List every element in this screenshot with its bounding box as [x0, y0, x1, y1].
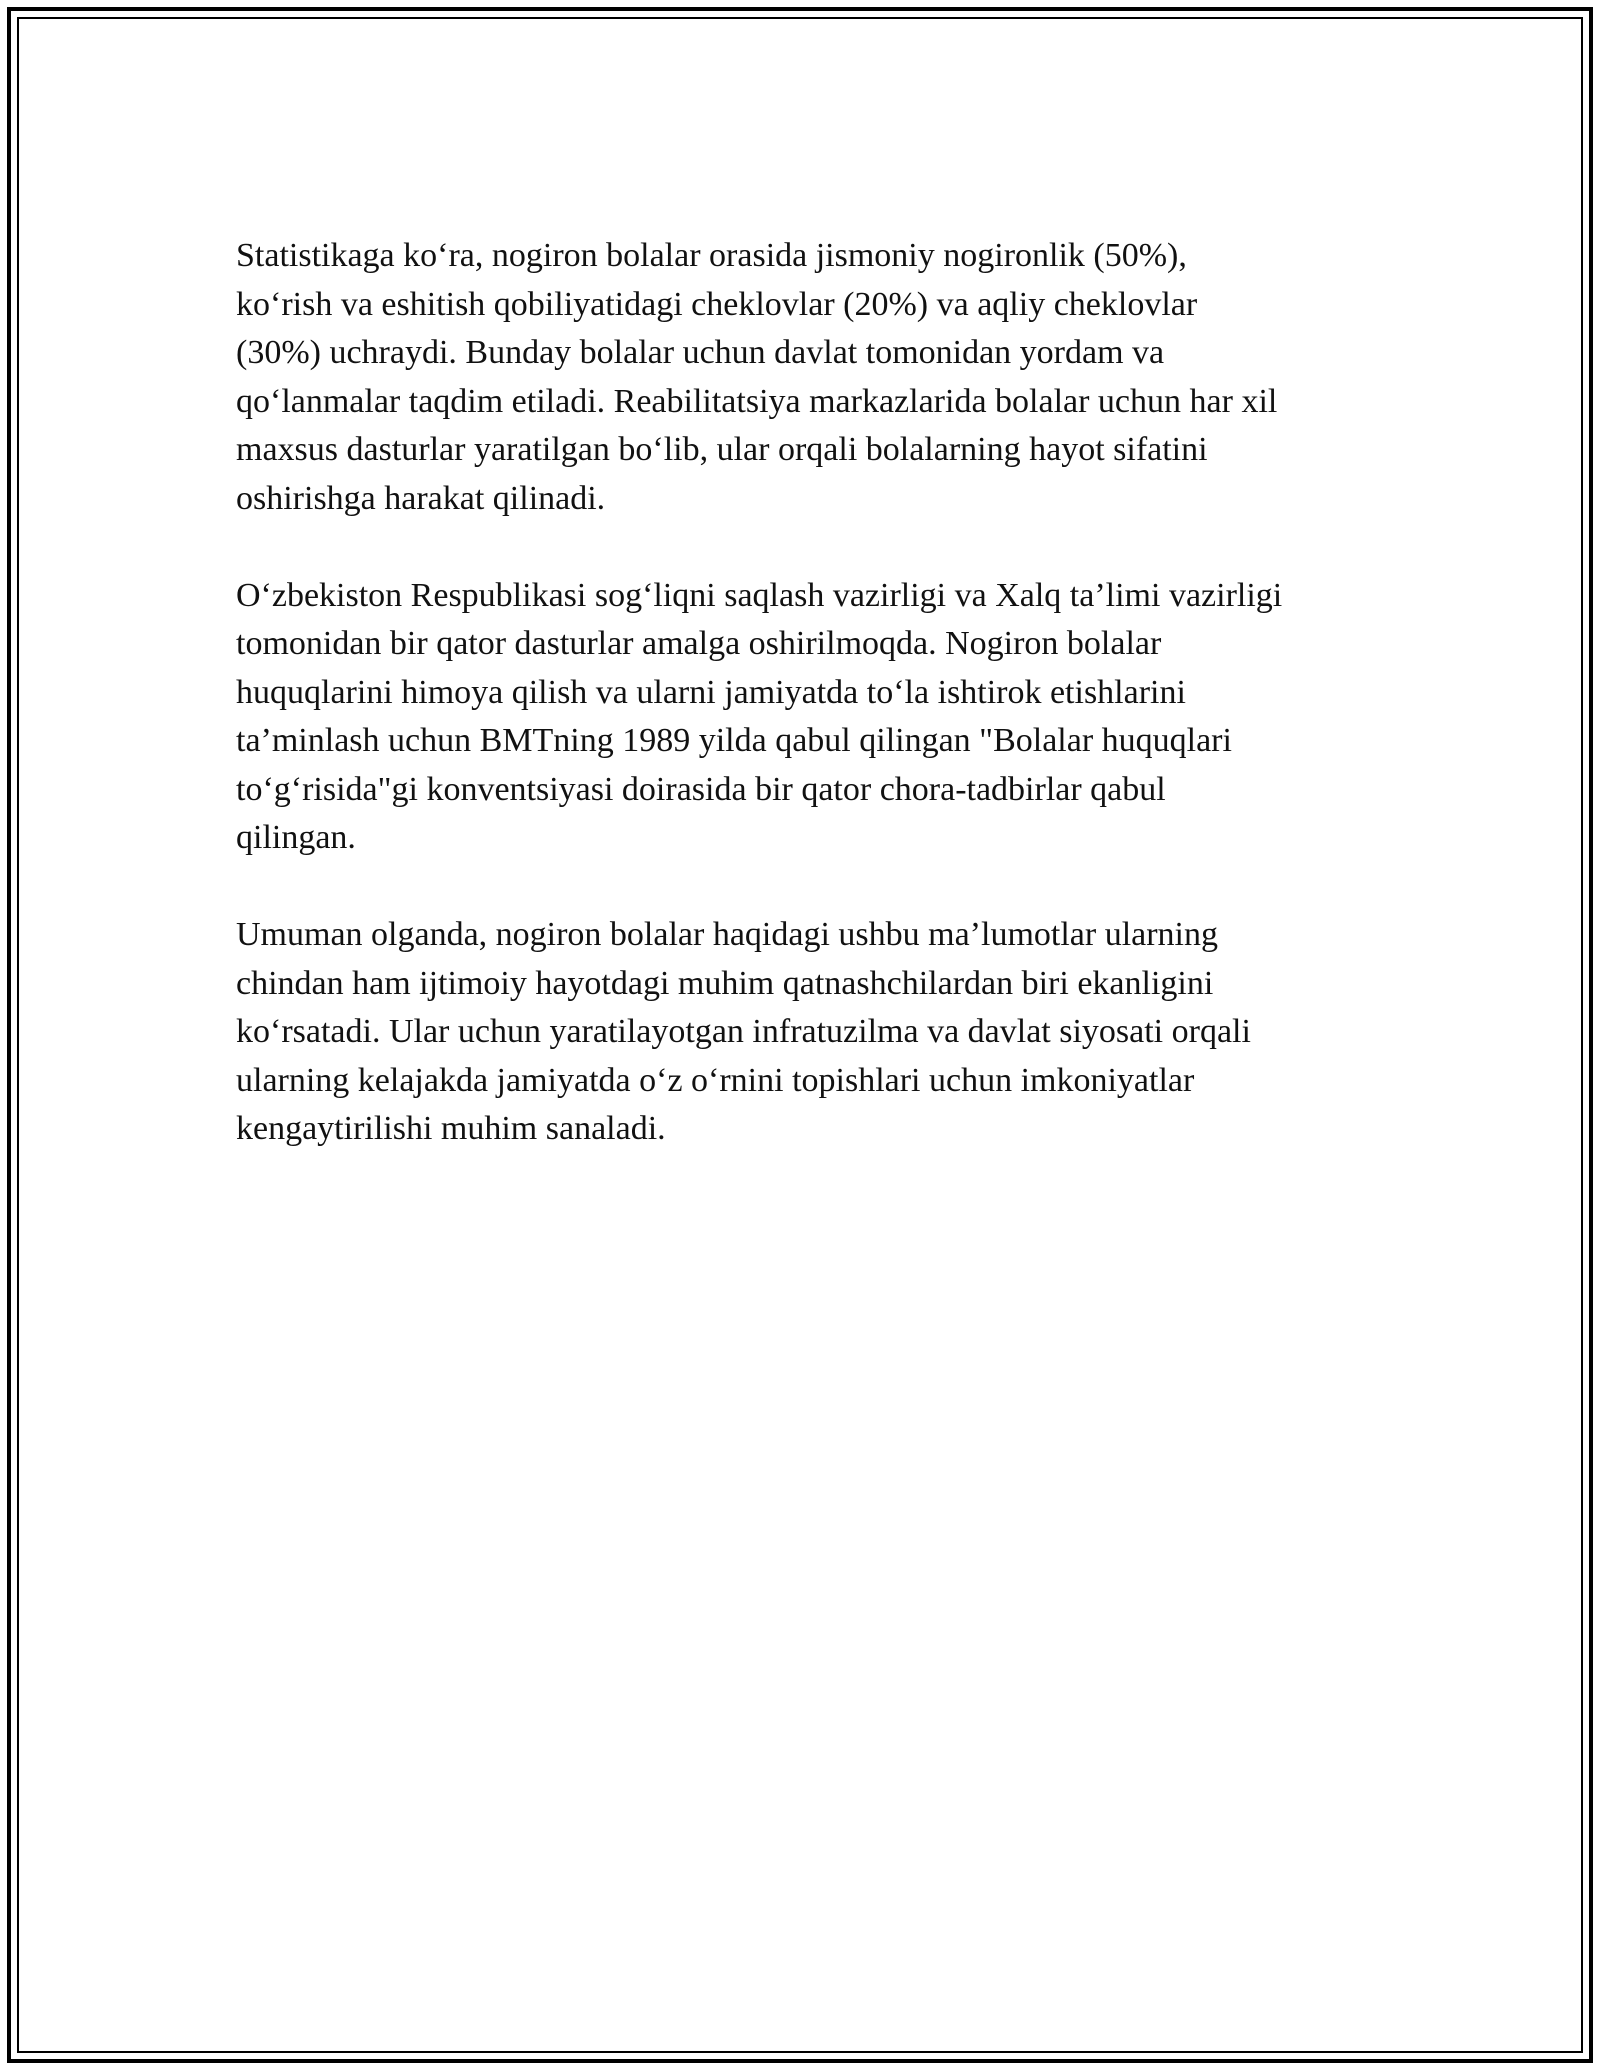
paragraph-conclusion: Umuman olganda, nogiron bolalar haqidagi ushbu ma’lumotlar ularning chindan ham ijtimoiy hayotdagi muhim qatnashchilardan biri ekanligini ko‘rsatadi. Ular uchun yaratilayotgan infratuzilma va davlat siyosati orqali ularning kelajakda jamiyatda o‘z o‘rnini topishlari uchun imkoniyatlar kengaytirilishi muhim sanaladi.	[236, 916, 1251, 1147]
paragraph-statistics: Statistikaga ko‘ra, nogiron bolalar orasida jismoniy nogironlik (50%), ko‘rish va eshitish qobiliyatidagi cheklovlar (20%) va aqliy cheklovlar (30%) uchraydi. Bunday bolalar uchun davlat tomonidan yordam va qo‘lanmalar taqdim etiladi. Reabilitatsiya markazlarida bolalar uchun har xil maxsus dasturlar yaratilgan bo‘lib, ular orqali bolalarning hayot sifatini oshirishga harakat qilinadi.	[236, 237, 1278, 517]
paragraph-government-programs: O‘zbekiston Respublikasi sog‘liqni saqlash vazirligi va Xalq ta’limi vazirligi tomonidan bir qator dasturlar amalga oshirilmoqda. Nogiron bolalar huquqlarini himoya qilish va ularni jamiyatda to‘la ishtirok etishlarini ta’minlash uchun BMTning 1989 yilda qabul qilingan "Bolalar huquqlari to‘g‘risida"gi konventsiyasi doirasida bir qator chora-tadbirlar qabul qilingan.	[236, 576, 1283, 856]
document-body	[236, 232, 1416, 1202]
